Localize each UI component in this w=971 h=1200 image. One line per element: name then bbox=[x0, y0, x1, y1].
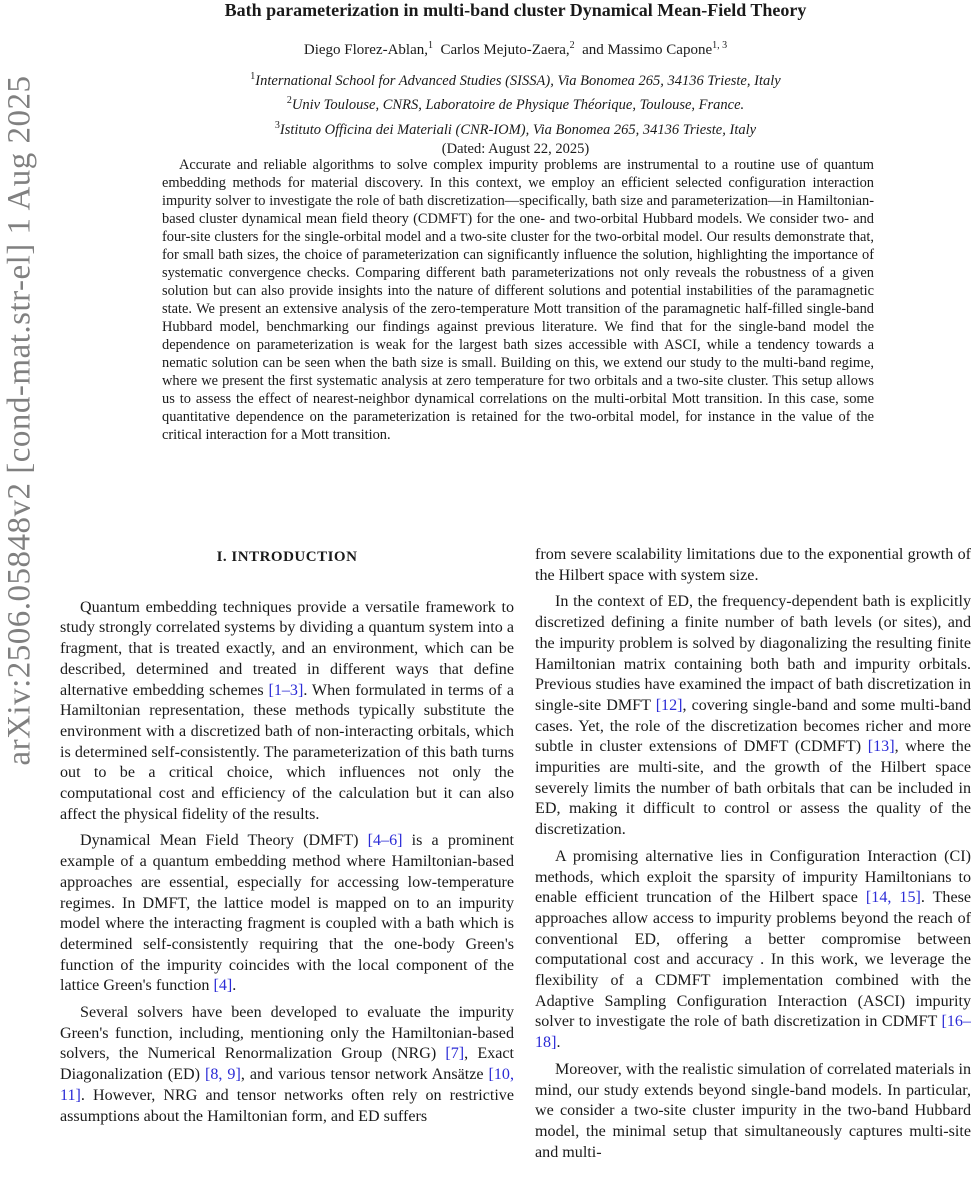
left-column bbox=[60, 545, 514, 1133]
citation-link[interactable]: [13] bbox=[867, 738, 895, 756]
author-name: Diego Florez-Ablan, bbox=[303, 42, 429, 58]
arxiv-identifier: arXiv:2506.05848v2 [cond-mat.str-el] 1 Aug 2025 bbox=[1, 74, 38, 766]
abstract: Accurate and reliable algorithms to solve complex impurity problems are instrumental to a routine use of quantum embedding methods for material discovery. In this context, we employ an efficient selected configuration interaction impurity solver to investigate the role of bath discretization—specifically, bath size and parameterization—in Hamiltonian-based cluster dynamical mean field theory (CDMFT) for the one- and two-orbital Hubbard models. We consider two- and four-site clusters for the single-orbital model and a two-site cluster for the two-orbital model. Our results demonstrate that, for small bath sizes, the choice of parameterization can significantly influence the solution, highlighting the importance of systematic convergence checks. Comparing different bath parameterizations not only reveals the robustness of a given solution but can also provide insights into the nature of different solutions and potential instabilities of the paramagnetic state. We present an extensive analysis of the zero-temperature Mott transition of the paramagnetic half-filled single-band Hubbard model, benchmarking our findings against previous literature. We find that for the single-band model the dependence on parameterization is weak for the largest bath sizes accessible with ASCI, while a tendency towards a nematic solution can be seen when the bath size is small. Building on this, we extend our study to the multi-band regime, where we present the first systematic analysis at zero temperature for two orbitals and a two-site cluster. This setup allows us to assess the effect of nearest-neighbor dynamical correlations on the multi-orbital Mott transition. In this case, some quantitative dependence on the parameterization is retained for the two-orbital model, for instance in the value of the critical interaction for a Mott transition. bbox=[162, 157, 874, 443]
affiliation-line: $^1$International School for Advanced Studies (SISSA), Via Bonomea 265, 34136 Trieste, Italy bbox=[250, 71, 781, 89]
paragraph: Quantum embedding techniques provide a versatile framework to study strongly correlated systems by dividing a quantum system into a fragment, that is treated exactly, and an environment, which can be described, determined and treated in different ways that define alternative embedding schemes [1–3]. When formulated in terms of a Hamiltonian representation, these methods typically substitute the environment with a discretized bath of non-interacting orbitals, which is determined self-consistently. The parameterization of this bath turns out to be a critical choice, which influences not only the computational cost and efficiency of the calculation but it can also affect the physical fidelity of the results. bbox=[60, 598, 515, 823]
author-affil-mark: 2 bbox=[569, 40, 575, 51]
citation-link[interactable]: [1–3] bbox=[268, 681, 304, 699]
citation-link[interactable]: [16–18] bbox=[535, 1013, 971, 1052]
author-name: Carlos Mejuto-Zaera, bbox=[440, 42, 570, 58]
citation-link[interactable]: [8, 9] bbox=[204, 1066, 241, 1084]
paragraph: Several solvers have been developed to evaluate the impurity Green's function, including, mentioning only the Hamiltonian-based solvers, the Numerical Renormalization Group (NRG) [7], Exact Diagonalization (ED) [8, 9], and various tensor network Ansätze [10, 11]. However, NRG and tensor networks often rely on restrictive assumptions about the Hamiltonian form, and ED suffers bbox=[60, 1004, 514, 1125]
paragraph: In the context of ED, the frequency-dependent bath is explicitly discretized defining a finite number of bath levels (or sites), and the impurity problem is solved by diagonalizing the resulting finite Hamiltonian matrix containing both bath and impurity orbitals. Previous studies have examined the impact of bath discretization in single-site DMFT [12], covering single-band and some multi-band cases. Yet, the role of the discretization becomes richer and more subtle in cluster extensions of DMFT (CDMFT) [13], where the impurities are multi-site, and the growth of the Hilbert space severely limits the number of bath orbitals that can be included in ED, making it difficult to control or assess the quality of the discretization. bbox=[535, 593, 971, 839]
right-column bbox=[535, 545, 971, 1169]
citation-link[interactable]: [4–6] bbox=[367, 832, 403, 850]
paragraph: A promising alternative lies in Configuration Interaction (CI) methods, which exploit the sparsity of impurity Hamiltonians to enable efficient truncation of the Hilbert space [14, 15]. These approaches allow access to impurity problems beyond the reach of conventional ED, offering a better compromise between computational cost and accuracy . In this work, we leverage the flexibility of a CDMFT implementation combined with the Adaptive Sampling Configuration Interaction (ASCI) impurity solver to investigate the role of bath discretization in CDMFT [16–18]. bbox=[535, 847, 971, 1052]
author-list bbox=[60, 40, 971, 59]
author-name: and Massimo Capone bbox=[582, 42, 713, 58]
affiliation-line: $^2$Univ Toulouse, CNRS, Laboratoire de Physique Théorique, Toulouse, France. bbox=[286, 95, 745, 114]
affiliation-line: $^3$Istituto Officina dei Materiali (CNR-IOM), Via Bonomea 265, 34136 Trieste, Italy bbox=[274, 119, 757, 138]
paragraph: Moreover, with the realistic simulation of correlated materials in mind, our study extends beyond single-band models. In particular, we consider a two-site cluster impurity in the two-band Hubbard model, the minimal setup that simultaneously captures multi-site and multi- bbox=[535, 1060, 971, 1161]
paragraph: from severe scalability limitations due to the exponential growth of the Hilbert space with system size. bbox=[535, 546, 971, 584]
dated-line: (Dated: August 22, 2025) bbox=[441, 140, 590, 157]
author-affil-mark: 1 bbox=[428, 40, 434, 51]
affiliations bbox=[60, 67, 971, 159]
citation-link[interactable]: [12] bbox=[655, 696, 683, 714]
section-heading: I. INTRODUCTION bbox=[216, 549, 358, 565]
paper-title: Bath parameterization in multi-band cluster Dynamical Mean-Field Theory bbox=[224, 0, 807, 20]
citation-link[interactable]: [10, 11] bbox=[60, 1066, 514, 1104]
citation-link[interactable]: [7] bbox=[445, 1045, 465, 1063]
paragraph: Dynamical Mean Field Theory (DMFT) [4–6] is a prominent example of a quantum embedding method where Hamiltonian-based approaches are essential, especially for accessing low-temperature regimes. In DMFT, the lattice model is mapped on to an impurity model where the interacting fragment is coupled with a bath which is determined self-consistently requiring that the one-body Green's function of the impurity coincides with the local component of the lattice Green's function [4]. bbox=[60, 832, 514, 995]
citation-link[interactable]: [4] bbox=[213, 977, 233, 995]
citation-link[interactable]: [14, 15] bbox=[865, 889, 921, 907]
author-affil-mark: 1, 3 bbox=[712, 40, 728, 51]
